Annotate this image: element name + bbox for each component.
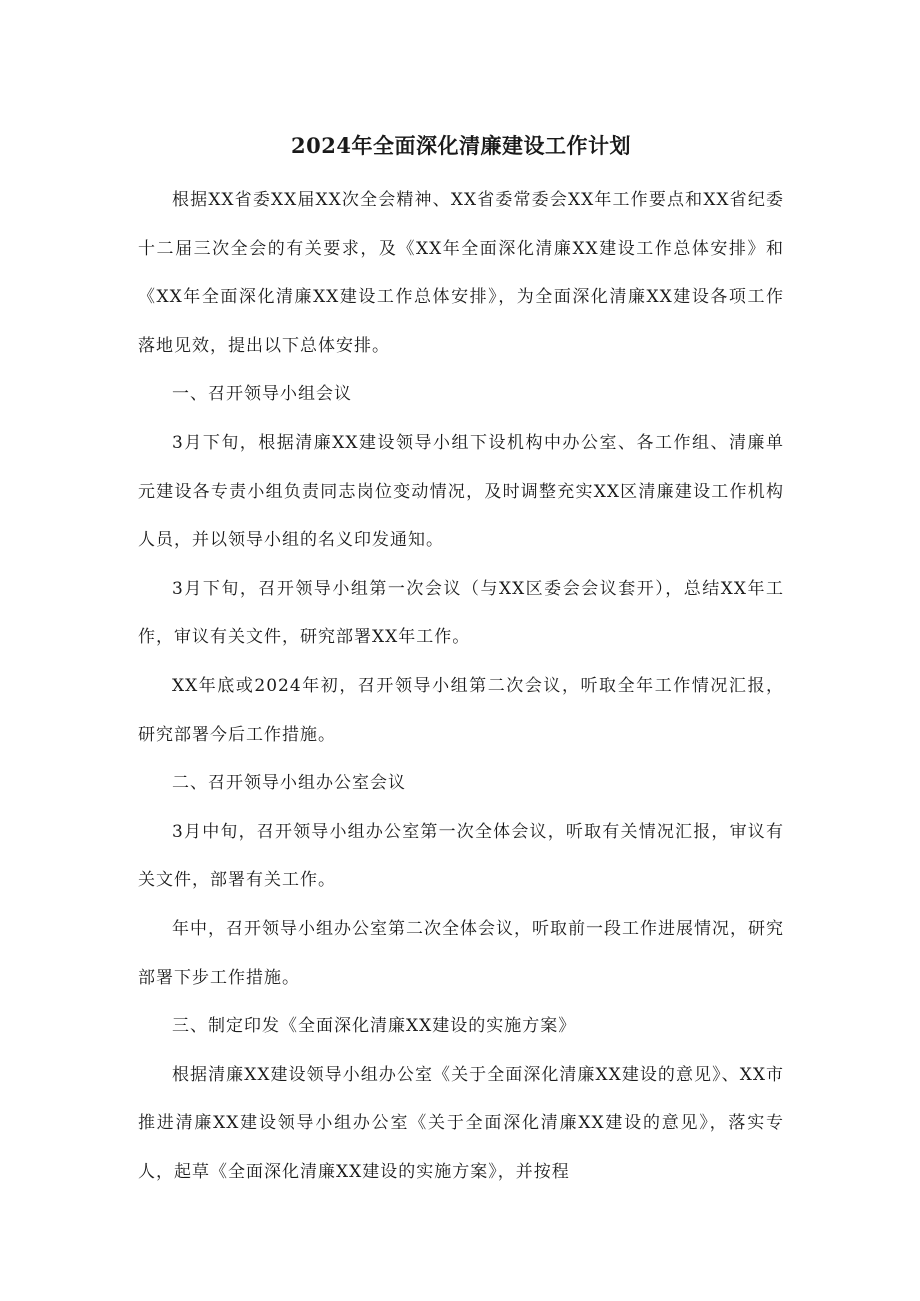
section-2-paragraph-2: 年中，召开领导小组办公室第二次全体会议，听取前一段工作进展情况，研究部署下步工作措施。: [138, 918, 784, 988]
section-1-paragraph-3: XX年底或2024年初，召开领导小组第二次会议，听取全年工作情况汇报，研究部署今后工作措施。: [138, 675, 784, 745]
intro-paragraph: 根据XX省委XX届XX次全会精神、XX省委常委会XX年工作要点和XX省纪委十二届三次全会的有关要求，及《XX年全面深化清廉XX建设工作总体安排》和《XX年全面深化清廉XX建设工作总体安排》，为全面深化清廉XX建设各项工作落地见效，提出以下总体安排。: [138, 190, 784, 356]
document-title: 2024年全面深化清廉建设工作计划: [291, 133, 631, 158]
section-2-paragraph-1: 3月中旬，召开领导小组办公室第一次全体会议，听取有关情况汇报，审议有关文件，部署有关工作。: [138, 821, 784, 891]
section-1-paragraph-1: 3月下旬，根据清廉XX建设领导小组下设机构中办公室、各工作组、清廉单元建设各专责小组负责同志岗位变动情况，及时调整充实XX区清廉建设工作机构人员，并以领导小组的名义印发通知。: [138, 432, 784, 551]
section-3-heading: 三、制定印发《全面深化清廉XX建设的实施方案》: [172, 1016, 577, 1037]
section-2-heading: 二、召开领导小组办公室会议: [172, 773, 406, 794]
section-1-heading: 一、召开领导小组会议: [172, 384, 352, 405]
section-1-paragraph-2: 3月下旬，召开领导小组第一次会议（与XX区委会会议套开），总结XX年工作，审议有关文件，研究部署XX年工作。: [138, 578, 784, 648]
section-3-paragraph-1: 根据清廉XX建设领导小组办公室《关于全面深化清廉XX建设的意见》、XX市推进清廉XX建设领导小组办公室《关于全面深化清廉XX建设的意见》，落实专人，起草《全面深化清廉XX建设的实施方案》，并按程: [138, 1064, 784, 1182]
